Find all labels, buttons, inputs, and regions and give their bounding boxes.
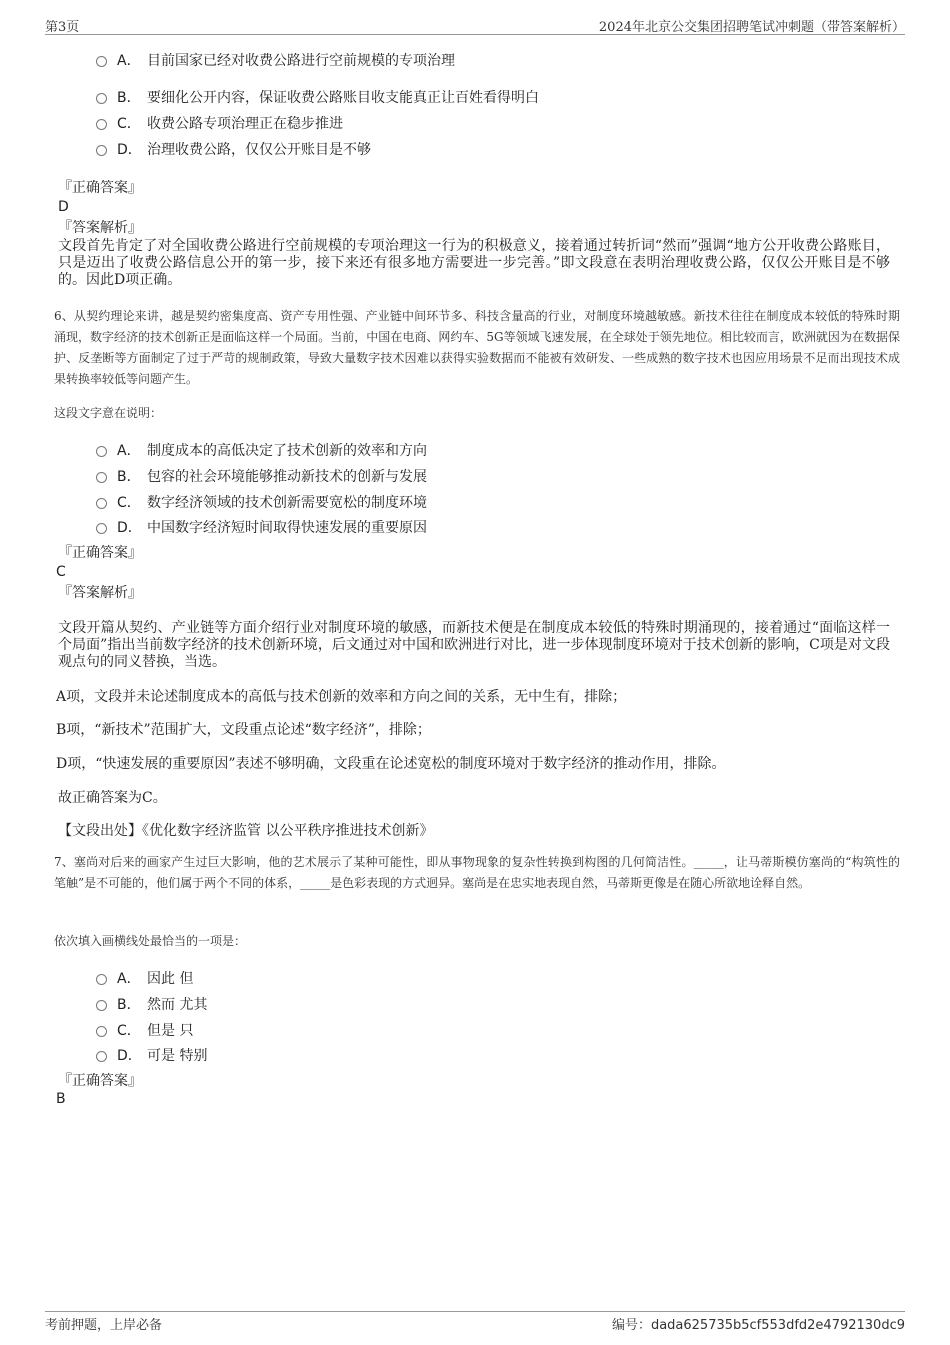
- q6-conclusion: 故正确答案为C。: [58, 790, 167, 806]
- radio-icon[interactable]: [96, 1000, 107, 1011]
- document-title: 2024年北京公交集团招聘笔试冲刺题（带答案解析）: [598, 20, 905, 35]
- radio-icon[interactable]: [96, 974, 107, 985]
- q6-analysis-label: 『答案解析』: [58, 585, 142, 601]
- q6-option-a[interactable]: A． 制度成本的高低决定了技术创新的效率和方向: [96, 440, 427, 460]
- footer-code: 编号：dada625735b5cf553dfd2e4792130dc9: [611, 1318, 905, 1333]
- q7-option-a[interactable]: A． 因此 但: [96, 968, 193, 988]
- page-footer: [45, 1311, 905, 1333]
- q6-answer: C: [56, 564, 66, 580]
- radio-icon[interactable]: [96, 145, 107, 156]
- q6-prompt: 这段文字意在说明：: [54, 406, 163, 420]
- q5-answer: D: [58, 199, 69, 215]
- q5-analysis: 文段首先肯定了对全国收费公路进行空前规模的专项治理这一行为的积极意义，接着通过转折词“然而”强调“地方公开收费公路账目，只是迈出了收费公路信息公开的第一步，接下来还有很多地方需要进一步完善。”即文段意在表明治理收费公路，仅仅公开账目是不够的。因此D项正确。: [58, 238, 890, 288]
- q7-stem: 7、塞尚对后来的画家产生过巨大影响，他的艺术展示了某种可能性，即从事物现象的复杂性转换到构图的几何简洁性。_____，让马蒂斯模仿塞尚的“构筑性的笔触”是不可能的，他们属于两个不同的体系，_____是色彩表现的方式迥异。塞尚是在忠实地表现自然，马蒂斯更像是在随心所欲地诠释自然。: [54, 855, 900, 890]
- radio-icon[interactable]: [96, 472, 107, 483]
- q7-option-b[interactable]: B． 然而 尤其: [96, 994, 207, 1014]
- q6-note-d: D项，“快速发展的重要原因”表述不够明确，文段重在论述宽松的制度环境对于数字经济的推动作用，排除。: [56, 756, 726, 772]
- radio-icon[interactable]: [96, 1026, 107, 1037]
- q7-answer-label: 『正确答案』: [58, 1073, 142, 1089]
- radio-icon[interactable]: [96, 498, 107, 509]
- q7-prompt: 依次填入画横线处最恰当的一项是：: [54, 934, 247, 948]
- q5-option-d[interactable]: D． 治理收费公路，仅仅公开账目是不够: [96, 139, 371, 159]
- q6-source: 【文段出处】《优化数字经济监管 以公平秩序推进技术创新》: [58, 823, 434, 839]
- q6-option-c[interactable]: C． 数字经济领域的技术创新需要宽松的制度环境: [96, 492, 427, 512]
- radio-icon[interactable]: [96, 119, 107, 130]
- q6-stem: 6、从契约理论来讲，越是契约密集度高、资产专用性强、产业链中间环节多、科技含量高的行业，对制度环境越敏感。新技术往往在制度成本较低的特殊时期涌现，数字经济的技术创新正是面临这样一个局面。当前，中国在电商、网约车、5G等领域飞速发展，在全球处于领先地位。相比较而言，欧洲就因为在数据保护、反垄断等方面制定了过于严苛的规制政策，导致大量数字技术因难以获得实验数据而不能被有效研发、一些成熟的数字技术也因应用场景不足而出现技术成果转换率较低等问题产生。: [54, 309, 900, 386]
- q5-option-b[interactable]: B． 要细化公开内容，保证收费公路账目收支能真正让百姓看得明白: [96, 87, 539, 107]
- radio-icon[interactable]: [96, 93, 107, 104]
- radio-icon[interactable]: [96, 523, 107, 534]
- q5-answer-label: 『正确答案』: [58, 180, 142, 196]
- q5-option-c[interactable]: C． 收费公路专项治理正在稳步推进: [96, 113, 343, 133]
- q6-note-b: B项，“新技术”范围扩大，文段重点论述“数字经济”，排除；: [56, 722, 431, 738]
- radio-icon[interactable]: [96, 1051, 107, 1062]
- q6-answer-label: 『正确答案』: [58, 545, 142, 561]
- q7-option-d[interactable]: D． 可是 特别: [96, 1045, 207, 1065]
- page-number: 第3页: [45, 20, 80, 35]
- q6-option-b[interactable]: B． 包容的社会环境能够推动新技术的创新与发展: [96, 466, 427, 486]
- q5-option-a[interactable]: A． 目前国家已经对收费公路进行空前规模的专项治理: [96, 50, 455, 70]
- footer-slogan: 考前押题，上岸必备: [45, 1318, 163, 1333]
- page-header: [45, 14, 905, 35]
- q6-analysis: 文段开篇从契约、产业链等方面介绍行业对制度环境的敏感，而新技术便是在制度成本较低的特殊时期涌现的，接着通过“面临这样一个局面”指出当前数字经济的技术创新环境，后文通过对中国和欧洲进行对比，进一步体现制度环境对于技术创新的影响，C项是对文段观点句的同义替换，当选。: [58, 620, 890, 670]
- q6-option-d[interactable]: D． 中国数字经济短时间取得快速发展的重要原因: [96, 517, 427, 537]
- radio-icon[interactable]: [96, 446, 107, 457]
- q6-note-a: A项，文段并未论述制度成本的高低与技术创新的效率和方向之间的关系，无中生有，排除；: [56, 689, 627, 705]
- q7-answer: B: [56, 1091, 66, 1107]
- q7-option-c[interactable]: C． 但是 只: [96, 1020, 193, 1040]
- radio-icon[interactable]: [96, 56, 107, 67]
- q5-analysis-label: 『答案解析』: [58, 220, 142, 236]
